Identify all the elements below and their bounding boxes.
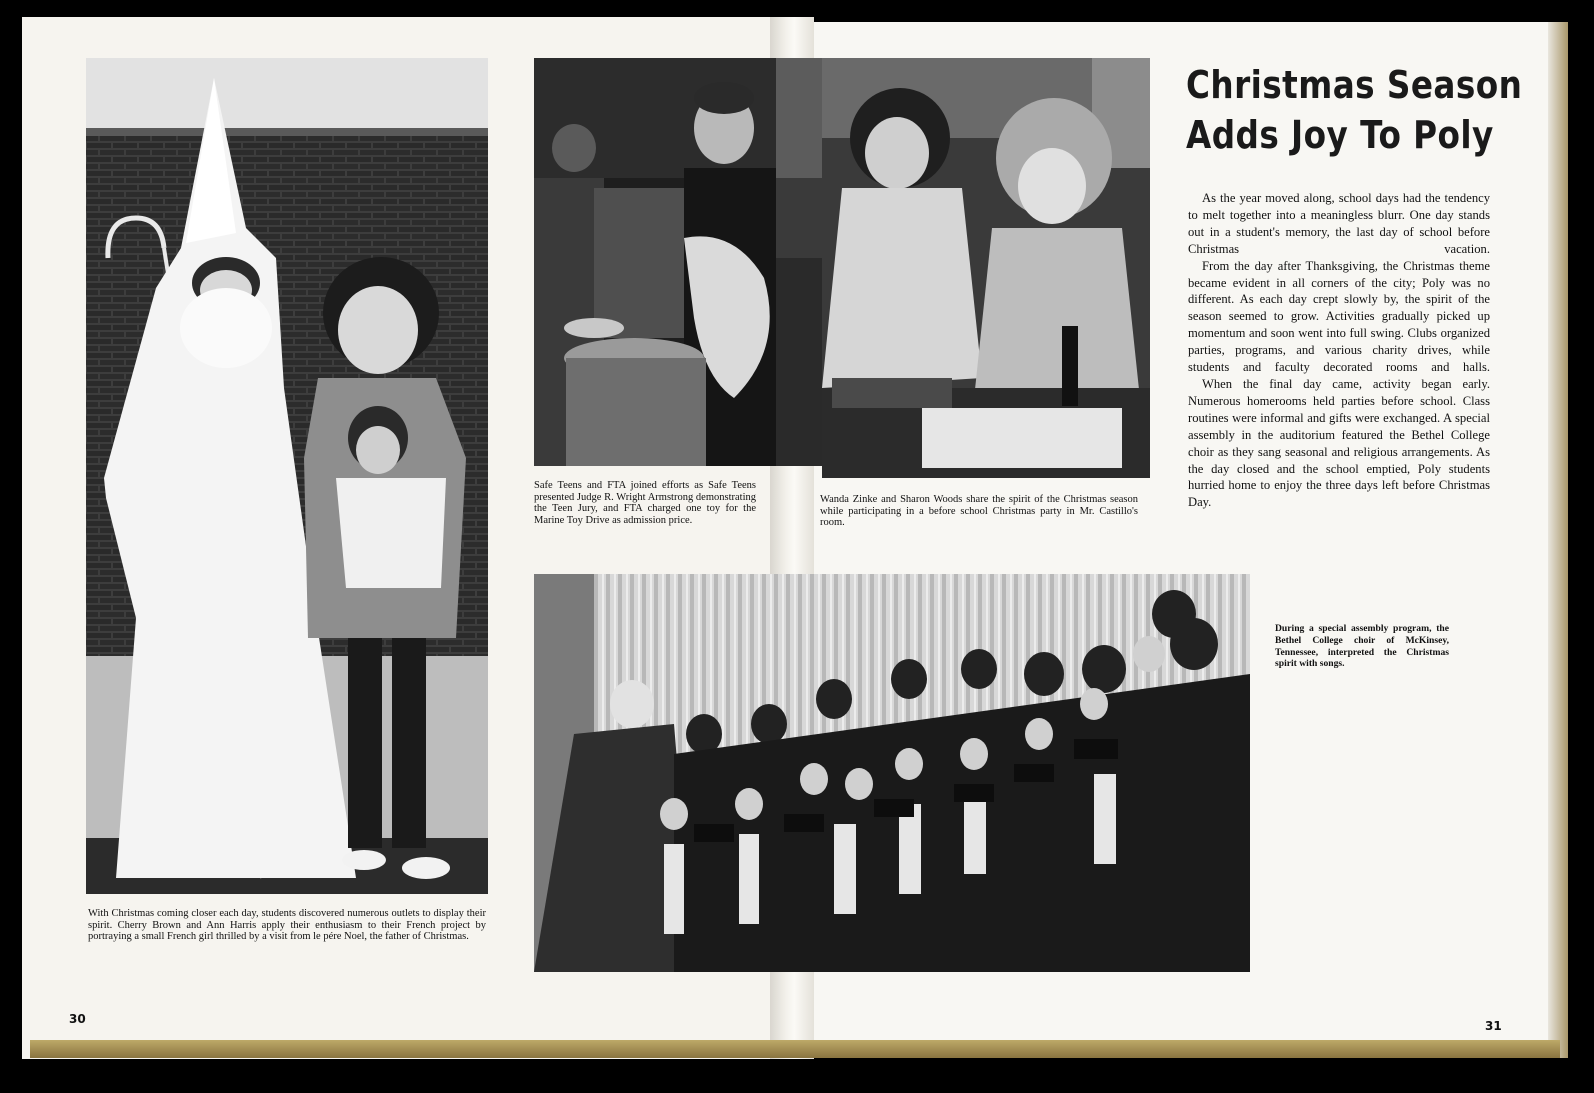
book-binding-bottom xyxy=(30,1040,1560,1058)
photo-bethel-college-choir xyxy=(534,574,1250,972)
page-title-line-1: Christmas Season xyxy=(1186,63,1523,107)
photo-marine-toy-drive xyxy=(534,58,776,466)
caption-bethel-choir: During a special assembly program, the Bethel College choir of McKinsey, Tennessee, interpreted the Christmas spirit with songs. xyxy=(1275,623,1449,670)
article-paragraph: As the year moved along, school days had the tendency to melt together into a meaningless blurr. One day stands out in a student's memory, the last day of school before Christmas vacation. xyxy=(1188,191,1490,256)
caption-pere-noel: With Christmas coming closer each day, students discovered numerous outlets to display their spirit. Cherry Brown and Ann Harris apply their enthusiasm to their French project by portraying a small French girl thrilled by a visit from le pére Noel, the father of Christmas. xyxy=(88,908,486,943)
photo-christmas-party-girls xyxy=(822,58,1150,478)
article-paragraph: When the final day came, activity began early. Numerous homerooms held parties before school. Class routines were informal and gifts were exchanged. A special assembly in the auditorium featured the Bethel College choir as they sang seasonal and religious arrangements. As the day closed and the school emptied, Poly students hurried home to enjoy the three days left before Christmas Day. xyxy=(1188,376,1490,510)
article-paragraph: From the day after Thanksgiving, the Christmas theme became evident in all corners of the city; Poly was no different. As each day crept slowly by, the spirit of the season seemed to grow. Activities gradually picked up momentum and soon went into full swing. Clubs organized parties, programs, and various charity drives, while students and faculty decorated rooms and halls. xyxy=(1188,258,1490,375)
photo-marine-continuation xyxy=(776,58,826,466)
caption-marine-toy-drive: Safe Teens and FTA joined efforts as Safe Teens presented Judge R. Wright Armstrong demonstrating the Teen Jury, and FTA charged one toy for the Marine Toy Drive as admission price. xyxy=(534,480,756,526)
book-edge-right xyxy=(1548,22,1568,1058)
page-number-right: 31 xyxy=(1485,1019,1502,1033)
caption-christmas-party: Wanda Zinke and Sharon Woods share the spirit of the Christmas season while participating in a before school Christmas party in Mr. Castillo's room. xyxy=(820,494,1138,529)
page-title xyxy=(1186,60,1523,160)
article-body xyxy=(1188,190,1490,511)
page-title-line-2: Adds Joy To Poly xyxy=(1186,113,1494,157)
photo-pere-noel-and-girl xyxy=(86,58,488,894)
page-number-left: 30 xyxy=(69,1012,86,1026)
